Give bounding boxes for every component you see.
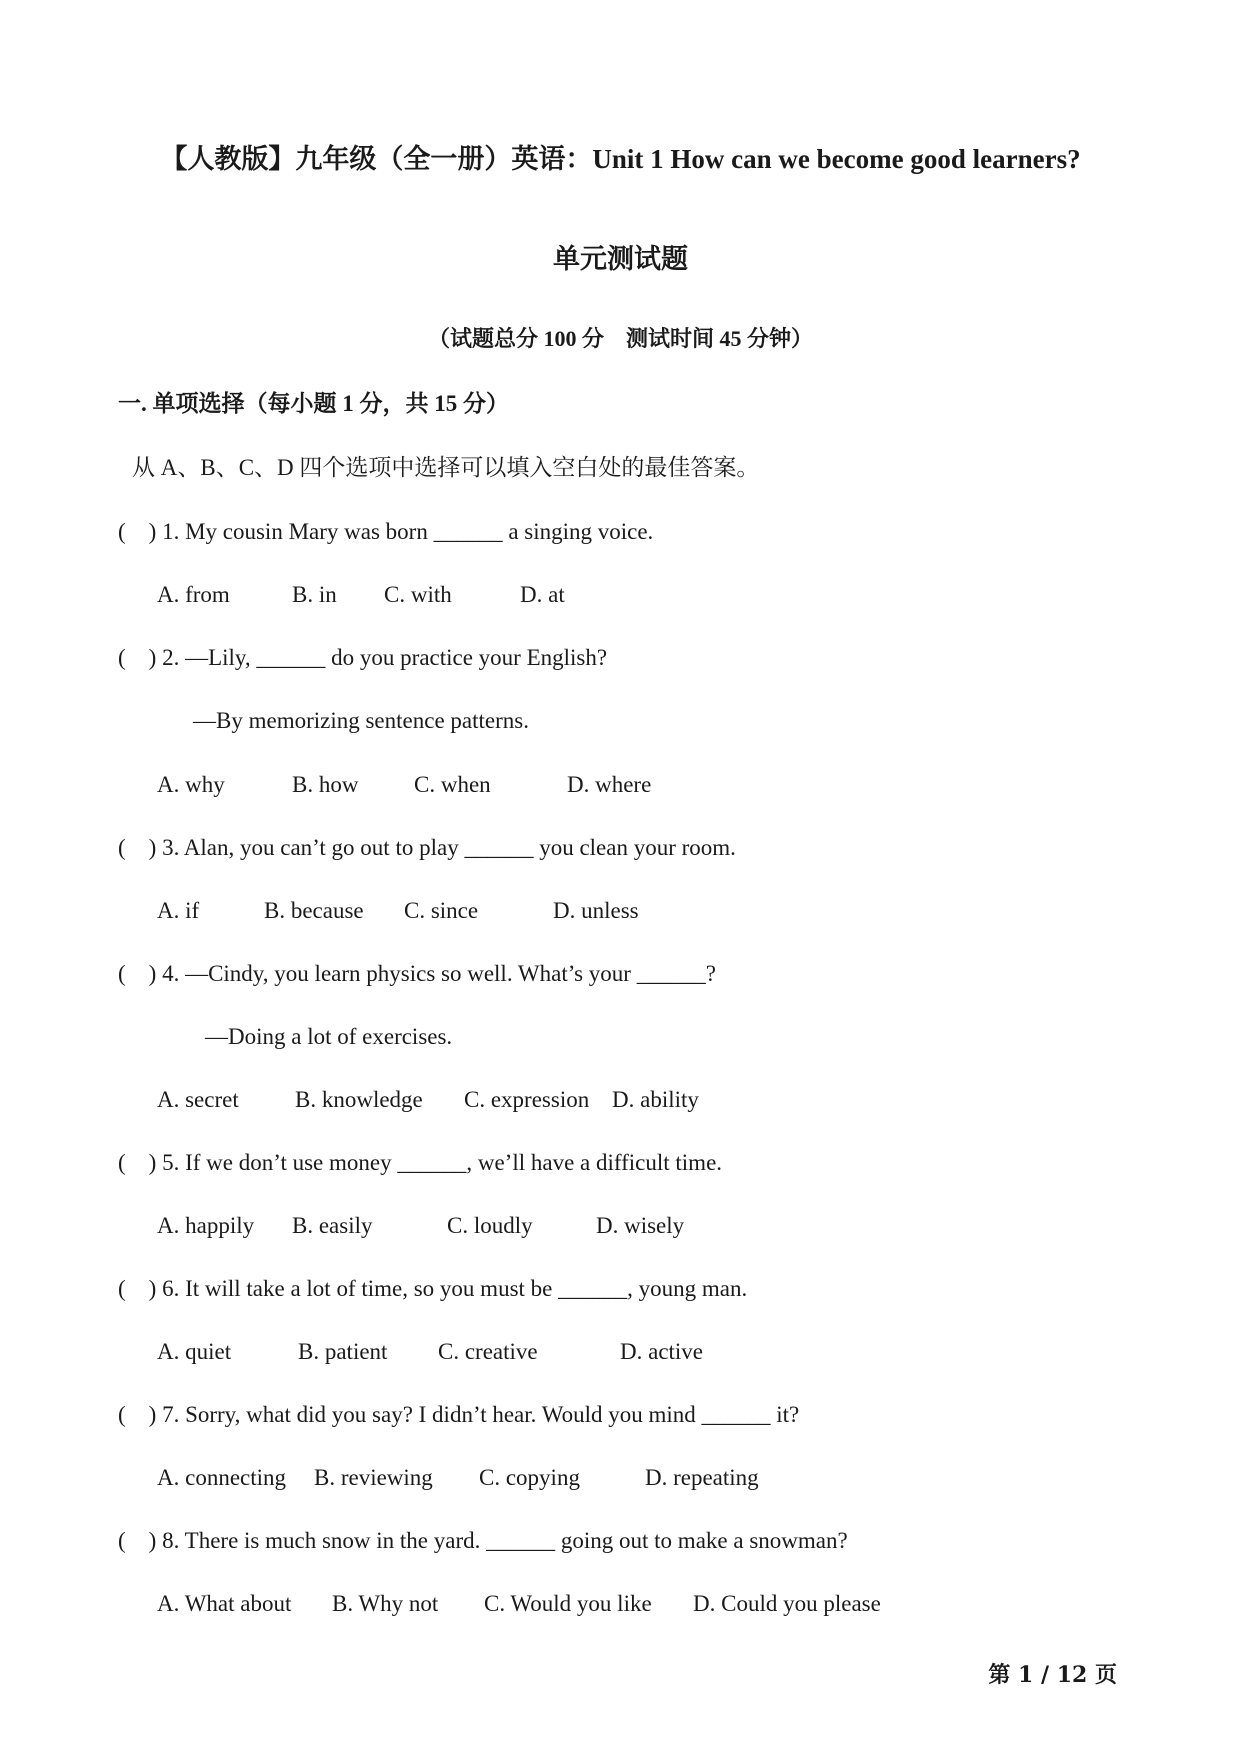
option-d: D. ability: [612, 1087, 699, 1112]
option-b: B. how: [292, 772, 359, 797]
option-d: D. where: [567, 772, 652, 797]
option-a: A. from: [157, 582, 230, 607]
option-a: A. if: [157, 898, 200, 923]
option-b: B. because: [264, 898, 364, 923]
option-a: A. secret: [157, 1087, 239, 1112]
option-d: D. active: [620, 1339, 704, 1364]
page-number: 第 1 / 12 页: [988, 1662, 1117, 1688]
option-c: C. since: [404, 898, 479, 923]
option-c: C. when: [414, 772, 491, 797]
option-c: C. creative: [438, 1339, 538, 1364]
option-b: B. in: [292, 582, 337, 607]
option-c: C. expression: [464, 1087, 590, 1112]
option-c: C. copying: [479, 1465, 580, 1490]
question-stem: ( ) 2. —Lily, ______ do you practice your English?: [118, 645, 608, 670]
option-a: A. What about: [157, 1591, 292, 1616]
document-subtitle: 单元测试题: [553, 244, 688, 274]
question-stem: ( ) 8. There is much snow in the yard. ______ going out to make a snowman?: [118, 1528, 848, 1553]
option-d: D. wisely: [596, 1213, 685, 1238]
option-d: D. at: [520, 582, 565, 607]
question-stem: ( ) 3. Alan, you can’t go out to play ______ you clean your room.: [118, 835, 736, 860]
option-c: C. Would you like: [484, 1591, 652, 1616]
option-b: B. knowledge: [295, 1087, 423, 1112]
option-b: B. patient: [298, 1339, 388, 1364]
section-heading: 一. 单项选择（每小题 1 分，共 15 分）: [118, 391, 509, 416]
option-a: A. happily: [157, 1213, 255, 1238]
option-c: C. loudly: [447, 1213, 533, 1238]
question-reply: —By memorizing sentence patterns.: [193, 708, 529, 733]
option-d: D. Could you please: [693, 1591, 881, 1616]
option-a: A. why: [157, 772, 225, 797]
question-stem: ( ) 4. —Cindy, you learn physics so well. What’s your ______?: [118, 961, 716, 986]
option-c: C. with: [384, 582, 452, 607]
option-d: D. repeating: [645, 1465, 759, 1490]
question-stem: ( ) 7. Sorry, what did you say? I didn’t hear. Would you mind ______ it?: [118, 1402, 800, 1427]
option-d: D. unless: [553, 898, 639, 923]
document-title: 【人教版】九年级（全一册）英语：Unit 1 How can we become good learners?: [160, 144, 1081, 174]
option-a: A. connecting: [157, 1465, 287, 1490]
option-a: A. quiet: [157, 1339, 232, 1364]
option-b: B. easily: [292, 1213, 373, 1238]
question-stem: ( ) 5. If we don’t use money ______, we’ll have a difficult time.: [118, 1150, 723, 1175]
section-instruction: 从 A、B、C、D 四个选项中选择可以填入空白处的最佳答案。: [132, 455, 760, 480]
question-reply: —Doing a lot of exercises.: [205, 1024, 453, 1049]
option-b: B. reviewing: [314, 1465, 433, 1490]
option-b: B. Why not: [332, 1591, 439, 1616]
question-stem: ( ) 6. It will take a lot of time, so you must be ______, young man.: [118, 1276, 748, 1301]
question-stem: ( ) 1. My cousin Mary was born ______ a singing voice.: [118, 519, 654, 544]
exam-meta: （试题总分 100 分 测试时间 45 分钟）: [427, 326, 813, 351]
